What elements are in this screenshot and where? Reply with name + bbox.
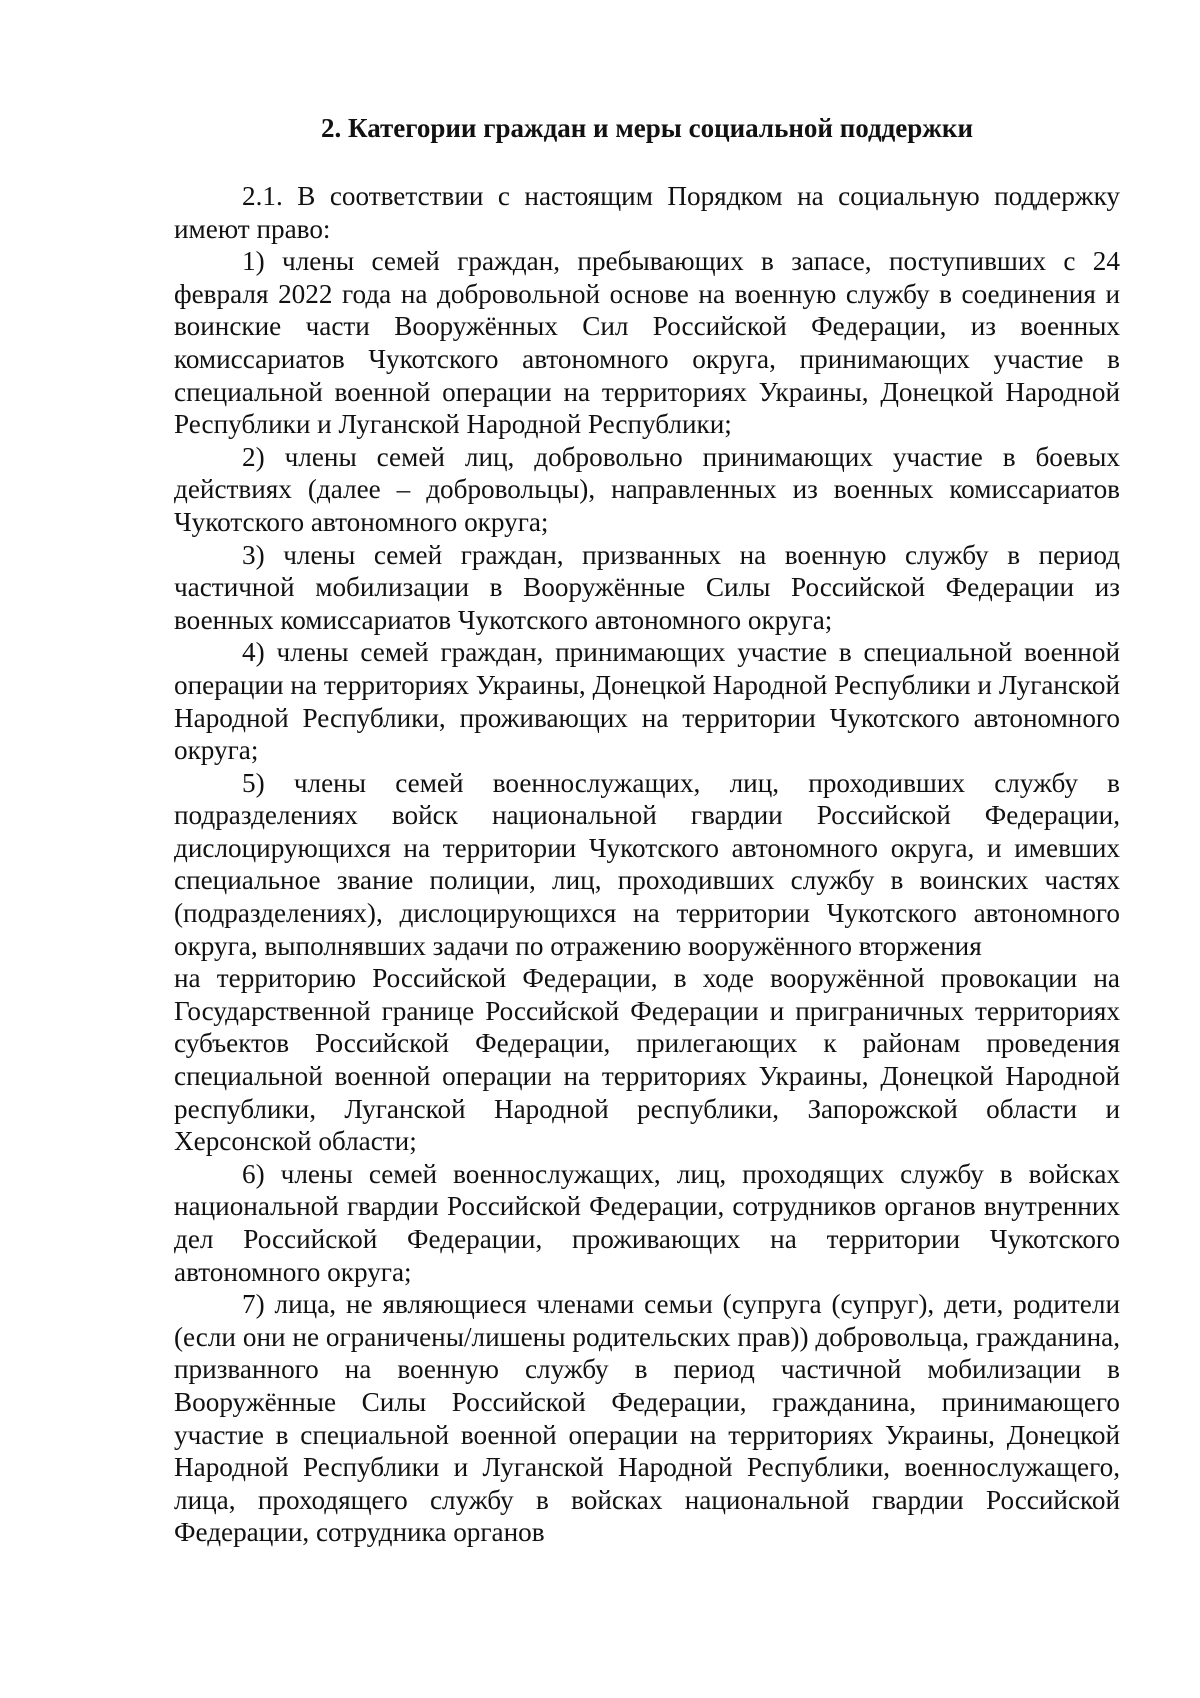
list-item-4: 4) члены семей граждан, принимающих участие в специальной военной операции на территориях Украины, Донецкой Народной Республики и Луганской Народной Республики, проживающих на территории Чукотского автономного округа; bbox=[174, 637, 1120, 766]
list-item-3: 3) члены семей граждан, призванных на военную службу в период частичной мобилизации в Вооружённые Силы Российской Федерации из военных комиссариатов Чукотского автономного округа; bbox=[174, 539, 1120, 635]
list-item-2: 2) члены семей лиц, добровольно принимающих участие в боевых действиях (далее – добровольцы), направленных из военных комиссариатов Чукотского автономного округа; bbox=[174, 441, 1120, 537]
list-item-7: 7) лица, не являющиеся членами семьи (супруга (супруг), дети, родители (если они не ограничены/лишены родительских прав)) добровольца, гражданина, призванного на военную службу в период частичной мобилизации в Вооружённые Силы Российской Федерации, гражданина, принимающего участие в специальной военной операции на территориях Украины, Донецкой Народной Республики и Луганской Народной Республики, военнослужащего, лица, проходящего службу в войсках национальной гвардии Российской Федерации, сотрудника органов bbox=[174, 1289, 1120, 1548]
list-item-1: 1) члены семей граждан, пребывающих в запасе, поступивших с 24 февраля 2022 года на добровольной основе на военную службу в соединения и воинские части Вооружённых Сил Российской Федерации, из военных комиссариатов Чукотского автономного округа, принимающих участие в специальной военной операции на территориях Украины, Донецкой Народной Республики и Луганской Народной Республики; bbox=[174, 246, 1120, 440]
section-title: 2. Категории граждан и меры социальной поддержки bbox=[321, 113, 973, 143]
list-item-6: 6) члены семей военнослужащих, лиц, проходящих службу в войсках национальной гвардии Российской Федерации, сотрудников органов внутренних дел Российской Федерации, проживающих на территории Чукотского автономного округа; bbox=[174, 1158, 1120, 1287]
document-body bbox=[174, 180, 1120, 1549]
list-item-5: 5) члены семей военнослужащих, лиц, проходивших службу в подразделениях войск национальной гвардии Российской Федерации, дислоцирующихся на территории Чукотского автономного округа, и имевших специальное звание полиции, лиц, проходивших службу в воинских частях (подразделениях), дислоцирующихся на территории Чукотского автономного округа, выполнявших задачи по отражению вооружённого вторжения bbox=[174, 767, 1120, 961]
paragraph-2-1: 2.1. В соответствии с настоящим Порядком на социальную поддержку имеют право: bbox=[174, 181, 1120, 244]
list-item-5-continuation: на территорию Российской Федерации, в ходе вооружённой провокации на Государственной границе Российской Федерации и приграничных территориях субъектов Российской Федерации, прилегающих к районам проведения специальной военной операции на территориях Украины, Донецкой Народной республики, Луганской Народной республики, Запорожской области и Херсонской области; bbox=[174, 963, 1120, 1157]
